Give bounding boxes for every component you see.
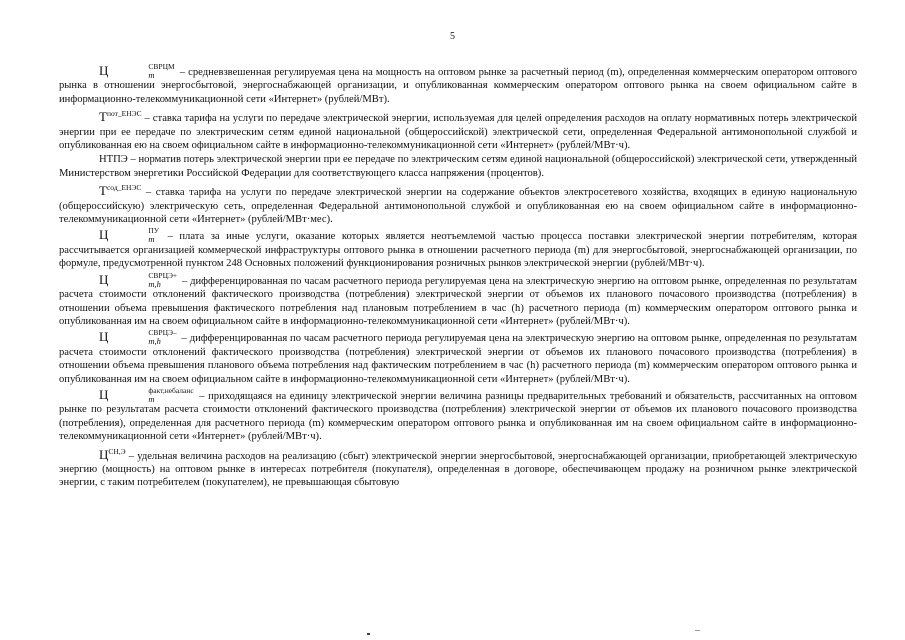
scan-artifact [367,633,370,635]
definition-paragraph [59,445,857,490]
definition-paragraph [59,181,857,226]
definition-paragraph [59,153,857,180]
definition-text: – дифференцированная по часам расчетного периода регулируемая цена на электрическую энергию на оптовом рынке, определенная по результатам расчета стоимости отклонений фактического производства (потребления) электрической энергии от объемов их планового почасового производства (потребления) в отношении объема превышения фактического потребления над плановым потреблением в час (h) расчетного периода (m) коммерческим оператором оптового рынка и опубликованная им на своем официальном сайте в информационно-телекоммуникационной сети «Интернет» (рублей/МВт·ч). [59,275,857,327]
definition-paragraph [59,107,857,152]
symbol-subscript: m [148,393,155,404]
definition-text: НТПЭ – норматив потерь электрической энергии при ее передаче по электрическим сетям единой национальной (общероссийской) электрической сети, утвержденный Министерством энергетики Российской Федерации для соответствующего класса напряжения (процентов). [59,154,857,179]
formula-symbol: Т [99,109,107,125]
symbol-subscript: m,h [148,278,161,289]
formula-symbol: Ц [99,446,109,462]
page-number: 5 [450,31,455,42]
symbol-superscript: СВРЦМ [148,62,175,71]
definition-text: – средневзвешенная регулируемая цена на мощность на оптовом рынке за расчетный период (m), определенная коммерческим оператором оптового рынка в отношении энергосбытовой, энергоснабжающей организации, и опубликованная коммерческим оператором оптового рынка на своем официальном сайте в информационно-телекоммуникационной сети «Интернет» (рублей/МВт). [59,67,857,105]
definition-text: – приходящаяся на единицу электрической энергии величина разницы предварительных требований и обязательств, рассчитанных на оптовом рынке по результатам расчета стоимости отклонений фактического производства (потребления) электрической энергии от объемов их планового почасового производства (потребления), определенная для расчетного периода (m) коммерческим оператором оптового рынка и опубликованная им на своем официальном сайте в информационно-телекоммуникационной сети «Интернет» (рублей/МВт·ч). [59,390,857,443]
definition-text: – удельная величина расходов на реализацию (сбыт) электрической энергии энергосбытовой, энергоснабжающей организации, приобретающей электрическую энергию (мощность) на оптовом рынке в интересах потребителя (покупателя), определенная в договоре, обеспечивающем продажу на розничном рынке электрической энергии, с таким потребителем (покупателем), не превышающая сбытовую [59,450,857,489]
symbol-superscript: СВРЦЭ+ [148,270,178,280]
document-body [59,63,857,491]
symbol-superscript: сод_ЕНЭС [106,183,142,193]
definition-paragraph [59,272,857,329]
formula-symbol: Ц [99,63,109,78]
formula-symbol: Ц [99,386,109,402]
definition-text: – ставка тарифа на услуги по передаче электрической энергии, используемая для целей определения расходов на оплату нормативных потерь электрической энергии при ее передаче по электрическим сетям единой национальной (общероссийской) электрической сети, определенная Федеральной антимонопольной службой и опубликованная ею на своем официальном сайте в информационно-телекоммуникационной сети «Интернет» (рублей/МВт·ч). [59,113,857,152]
formula-symbol: Ц [99,329,109,345]
symbol-superscript: ПУ [148,226,160,236]
symbol-superscript: факт,небаланс [148,385,194,395]
formula-symbol: Ц [99,271,109,287]
definition-text: – ставка тарифа на услуги по передаче электрической энергии на содержание объектов электросетевого хозяйства, входящих в единую национальную (общероссийскую) электрическую сеть, определенная Федеральной антимонопольной службой и опубликованная ею на своем официальном сайте в информационно-телекоммуникационной сети «Интернет» (рублей/МВт·мес). [59,187,857,226]
definition-text: – дифференцированная по часам расчетного периода регулируемая цена на электрическую энергию на оптовом рынке, определенная по результатам расчета стоимости отклонений фактического производства (потребления) электрической энергии от объемов их планового почасового производства (потребления) в отношении объема превышения планового объема потребления над фактическим потреблением в час (h) расчетного периода (m) коммерческим оператором оптового рынка и опубликованная им на своем официальном сайте в информационно-телекоммуникационной сети «Интернет» (рублей/МВт·ч). [59,333,857,385]
definition-text: – плата за иные услуги, оказание которых является неотъемлемой частью процесса поставки электрической энергии потребителям, которая рассчитывается организацией коммерческой инфраструктуры оптового рынка в отношении расчетного периода (m) для энергосбытовой, энергоснабжающей организации, по формуле, предусмотренной пунктом 248 Основных положений функционирования розничных рынков электрической энергии (рублей/МВт·ч). [59,231,857,270]
definition-paragraph [59,63,857,106]
symbol-subscript: m [148,70,155,80]
symbol-superscript: СВРЦЭ– [148,328,177,338]
formula-symbol: Ц [99,227,109,243]
symbol-subscript: m [148,234,155,245]
definition-paragraph [59,387,857,444]
formula-symbol: Т [99,183,107,199]
definition-paragraph [59,227,857,270]
symbol-superscript: пот_ЕНЭС [106,109,142,119]
symbol-subscript: m,h [148,336,161,347]
scan-artifact [695,630,700,631]
symbol-superscript: СН,Э [108,446,126,456]
definition-paragraph [59,329,857,386]
